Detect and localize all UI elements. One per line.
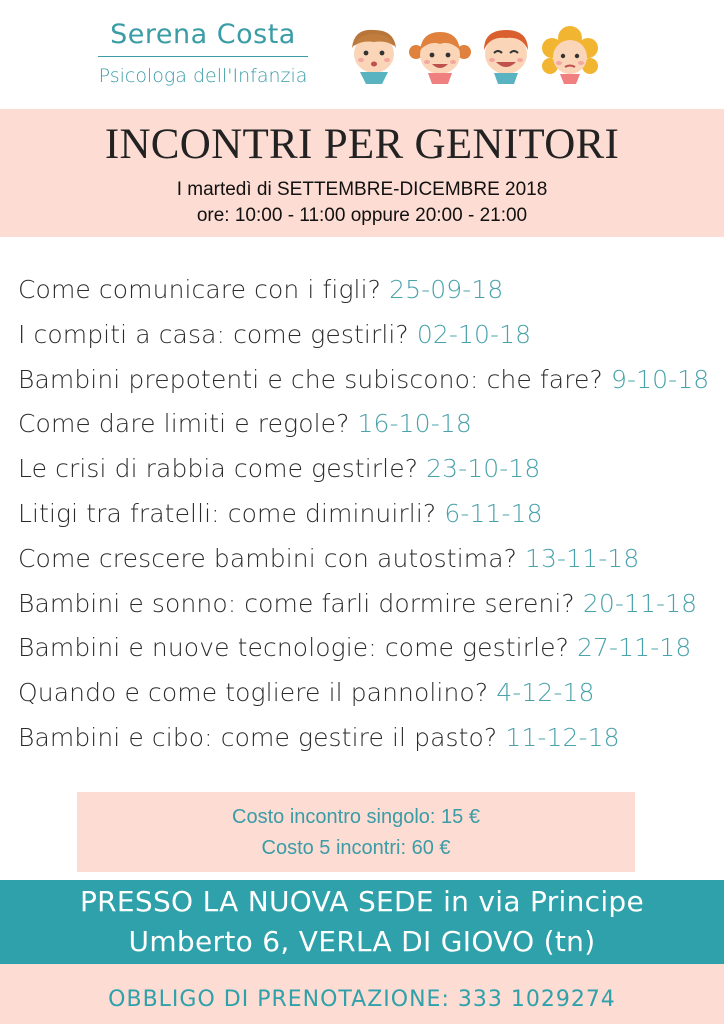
topic-item xyxy=(18,582,718,627)
brand-name: Serena Costa xyxy=(110,19,296,50)
topic-item xyxy=(18,537,718,582)
topic-item xyxy=(18,313,718,358)
cost-single: Costo incontro singolo: 15 € xyxy=(232,806,480,828)
cost-five: Costo 5 incontri: 60 € xyxy=(261,837,451,859)
topic-question: I compiti a casa: come gestirli? xyxy=(18,319,409,349)
topic-item xyxy=(18,671,718,716)
topic-item xyxy=(18,402,718,447)
curly-girl-face-icon xyxy=(542,26,598,84)
schedule-hours: ore: 10:00 - 11:00 oppure 20:00 - 21:00 xyxy=(196,205,528,226)
page-title: INCONTRI PER GENITORI xyxy=(104,121,620,168)
topic-item xyxy=(18,716,718,761)
topic-question: Come comunicare con i figli? xyxy=(18,275,382,304)
topic-question: Bambini e sonno: come farli dormire sereni? xyxy=(18,588,575,618)
booking-band xyxy=(0,964,724,1024)
brand-divider xyxy=(98,56,308,57)
topic-question: Bambini e cibo: come gestire il pasto? xyxy=(18,722,498,752)
topic-question: Litigi tra fratelli: come diminuirli? xyxy=(18,498,437,528)
venue-band xyxy=(0,880,724,964)
brand-role: Psicologa dell'Infanzia xyxy=(98,65,308,87)
venue-line-1: PRESSO LA NUOVA SEDE in via Principe xyxy=(79,885,645,918)
smiling-boy-face-icon xyxy=(484,30,528,84)
brand-block xyxy=(92,18,314,89)
cost-box xyxy=(77,792,635,872)
topic-item xyxy=(18,268,718,313)
boy-face-icon xyxy=(352,30,396,84)
topic-date: 9-10-18 xyxy=(610,364,710,394)
topic-date: 13-11-18 xyxy=(525,543,640,573)
topic-question: Come dare limiti e regole? xyxy=(18,409,350,439)
topic-list xyxy=(18,268,718,761)
topic-item xyxy=(18,626,718,671)
topic-date: 20-11-18 xyxy=(582,588,698,618)
topic-date: 16-10-18 xyxy=(357,409,472,439)
booking-notice: OBBLIGO DI PRENOTAZIONE: 333 1029274 xyxy=(108,987,616,1012)
topic-item xyxy=(18,447,718,492)
children-faces-icon xyxy=(346,26,602,86)
header-band xyxy=(0,109,724,237)
topic-date: 4-12-18 xyxy=(496,678,595,708)
topic-date: 23-10-18 xyxy=(426,454,541,484)
topic-date: 11-12-18 xyxy=(505,722,620,752)
topic-date: 25-09-18 xyxy=(389,275,504,304)
topic-question: Quando e come togliere il pannolino? xyxy=(18,678,489,708)
topic-item xyxy=(18,358,718,403)
topic-date: 27-11-18 xyxy=(577,633,692,663)
topic-question: Bambini e nuove tecnologie: come gestirle? xyxy=(18,633,569,663)
schedule-months: I martedì di SETTEMBRE-DICEMBRE 2018 xyxy=(176,179,548,200)
topic-item xyxy=(18,492,718,537)
topic-question: Come crescere bambini con autostima? xyxy=(18,543,517,573)
topic-date: 02-10-18 xyxy=(416,319,532,349)
girl-face-icon xyxy=(409,32,471,84)
topic-question: Bambini prepotenti e che subiscono: che fare? xyxy=(18,364,603,394)
topic-question: Le crisi di rabbia come gestirle? xyxy=(18,454,419,484)
topic-date: 6-11-18 xyxy=(444,498,543,528)
venue-line-2: Umberto 6, VERLA DI GIOVO (tn) xyxy=(128,925,596,958)
